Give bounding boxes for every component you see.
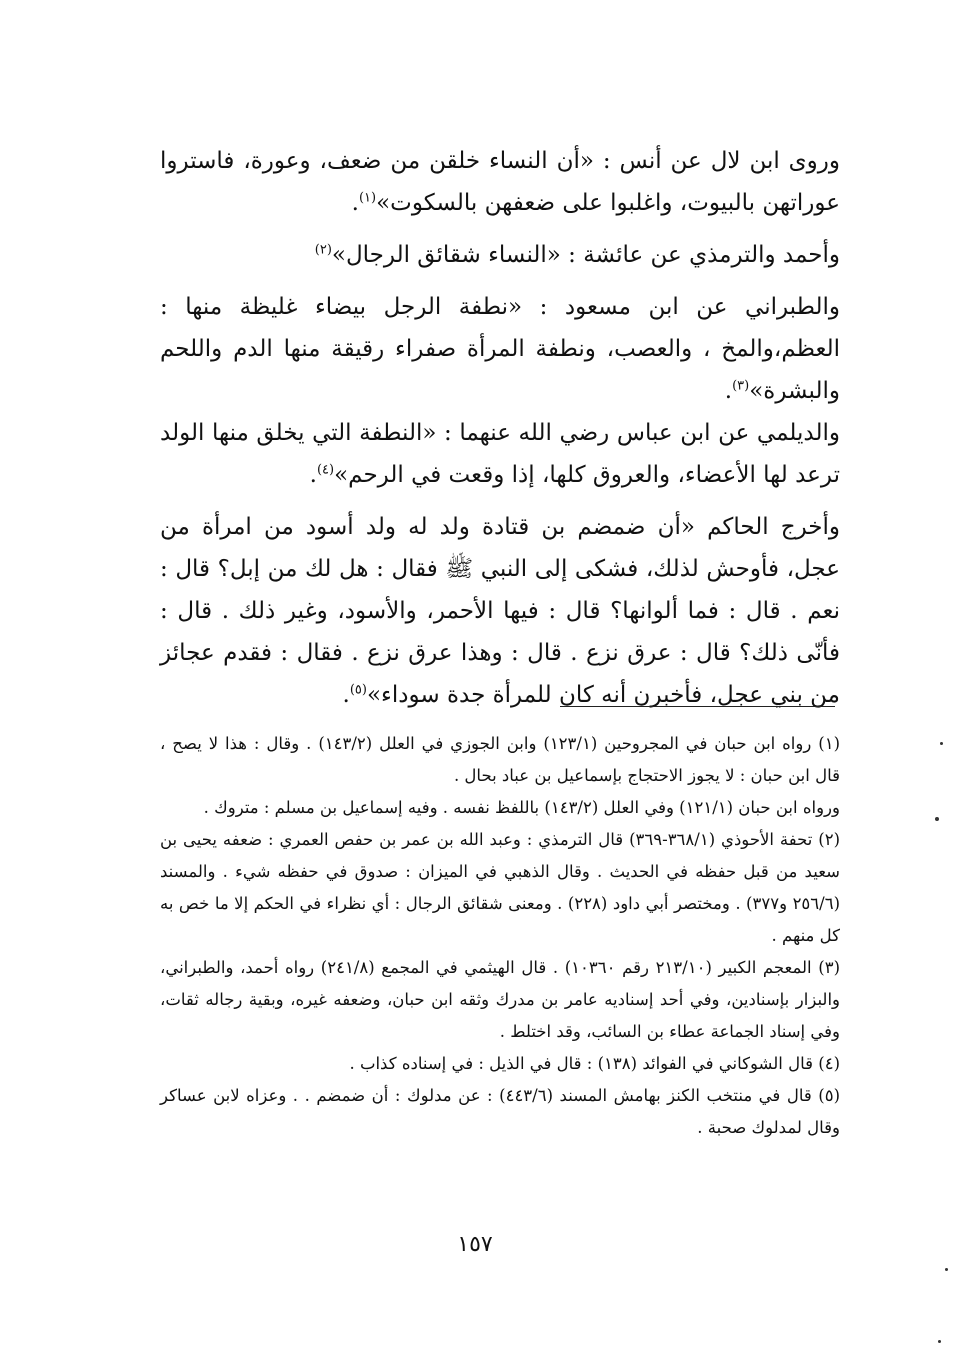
paragraph-3: والطبراني عن ابن مسعود : «نطفة الرجل بيضاء غليظة منها : العظم،والمخ ، والعصب، ونطفة المرأة صفراء رقيقة منها الدم واللحم والبشرة»$^{(٣)}$.: [160, 294, 840, 404]
paragraph-4: والديلمي عن ابن عباس رضي الله عنهما : «النطفة التي يخلق منها الولد ترعد لها الأعضاء، والعروق كلها، إذا وقعت في الرحم»$^{(٤)}$.: [160, 420, 840, 488]
footnote-1: (١) رواه ابن حبان في المجروحين (١٢٣/١) وابن الجوزي في العلل (١٤٣/٢) . وقال : هذا لا يصح ، قال ابن حبان : لا يجوز الاحتجاج بإسماعيل بن عباد بحال .: [160, 734, 840, 785]
main-text: [160, 140, 840, 726]
scan-speck: [935, 817, 939, 821]
footnote-ref-3[interactable]: (٣): [732, 378, 750, 394]
scan-speck: [940, 742, 943, 745]
footnote-ref-5[interactable]: (٥): [349, 682, 367, 698]
scan-speck: [938, 1340, 941, 1343]
footnote-2: (٢) تحفة الأحوذي (٣٦٨/١-٣٦٩) قال الترمذي : وعبد الله بن عمر بن حفص العمري : ضعفه يحيى بن سعيد من قبل حفظه في الحديث . وقال الذهبي في الميزان : صدوق في حفظه شيء . والمسند (٢٥٦/٦ و٣٧٧) . ومختصر أبي داود (٢٢٨) . ومعنى شقائق الرجال : أي نظراء في الحكم إلا ما خص به كل منهم .: [160, 830, 841, 945]
footnote-ref-2[interactable]: (٢): [314, 242, 332, 258]
scan-speck: [945, 1268, 948, 1271]
footnotes-section: [160, 728, 840, 1144]
footnote-5: (٥) قال في منتخب الكنز بهامش المسند (٤٤٣/٦) : عن مدلوك : أن ضمضم . . وعزاه لابن عساكر وقال لمدلوك صحبة .: [160, 1086, 840, 1137]
page-number: ١٥٧: [457, 1232, 493, 1257]
footnote-4: (٤) قال الشوكاني في الفوائد (١٣٨) : قال في الذيل : في إسناده كذاب .: [349, 1054, 840, 1073]
paragraph-2: وأحمد والترمذي عن عائشة : «النساء شقائق الرجال»$^{(٢)}$: [314, 242, 840, 268]
paragraph-5: وأخرج الحاكم «أن ضمضم بن قتادة ولد له ولد أسود من امرأة من عجل، فأوحش لذلك، فشكى إلى النبي ﷺ فقال : هل لك من إبل؟ قال : نعم . قال : فما ألوانها؟ قال : فيها الأحمر، والأسود، وغير ذلك . قال : فأنّى ذلك؟ قال : عرق نزع . قال : وهذا عرق نزع . فقال : فقدم عجائز من بني عجل، فأخبرن أنه كان للمرأة جدة سوداء»$^{(٥)}$.: [160, 514, 840, 708]
footnote-1-continued: ورواه ابن حبان (١٢١/١) وفي العلل (١٤٣/٢) باللفظ نفسه . وفيه إسماعيل بن مسلم : متروك .: [203, 798, 840, 817]
footnote-divider: [560, 706, 835, 707]
footnote-ref-4[interactable]: (٤): [316, 462, 335, 478]
footnote-ref-1[interactable]: (١): [358, 190, 377, 206]
paragraph-1: وروى ابن لال عن أنس : «أن النساء خلقن من ضعف، وعورة، فاستروا عوراتهن بالبيوت، واغلبوا على ضعفهن بالسكوت»$^{(١)}$.: [160, 148, 840, 216]
footnote-3: (٣) المعجم الكبير (٢١٣/١٠ رقم ١٠٣٦٠) . قال الهيثمي في المجمع (٢٤١/٨) رواه أحمد، والطبراني، والبزار بإسنادين، وفي أحد إسناديه عامر بن مدرك وثقه ابن حبان، وضعفه غيره، وبقية رجاله ثقات، وفي إسناد الجماعة عطاء بن السائب، وقد اختلط .: [160, 958, 841, 1041]
